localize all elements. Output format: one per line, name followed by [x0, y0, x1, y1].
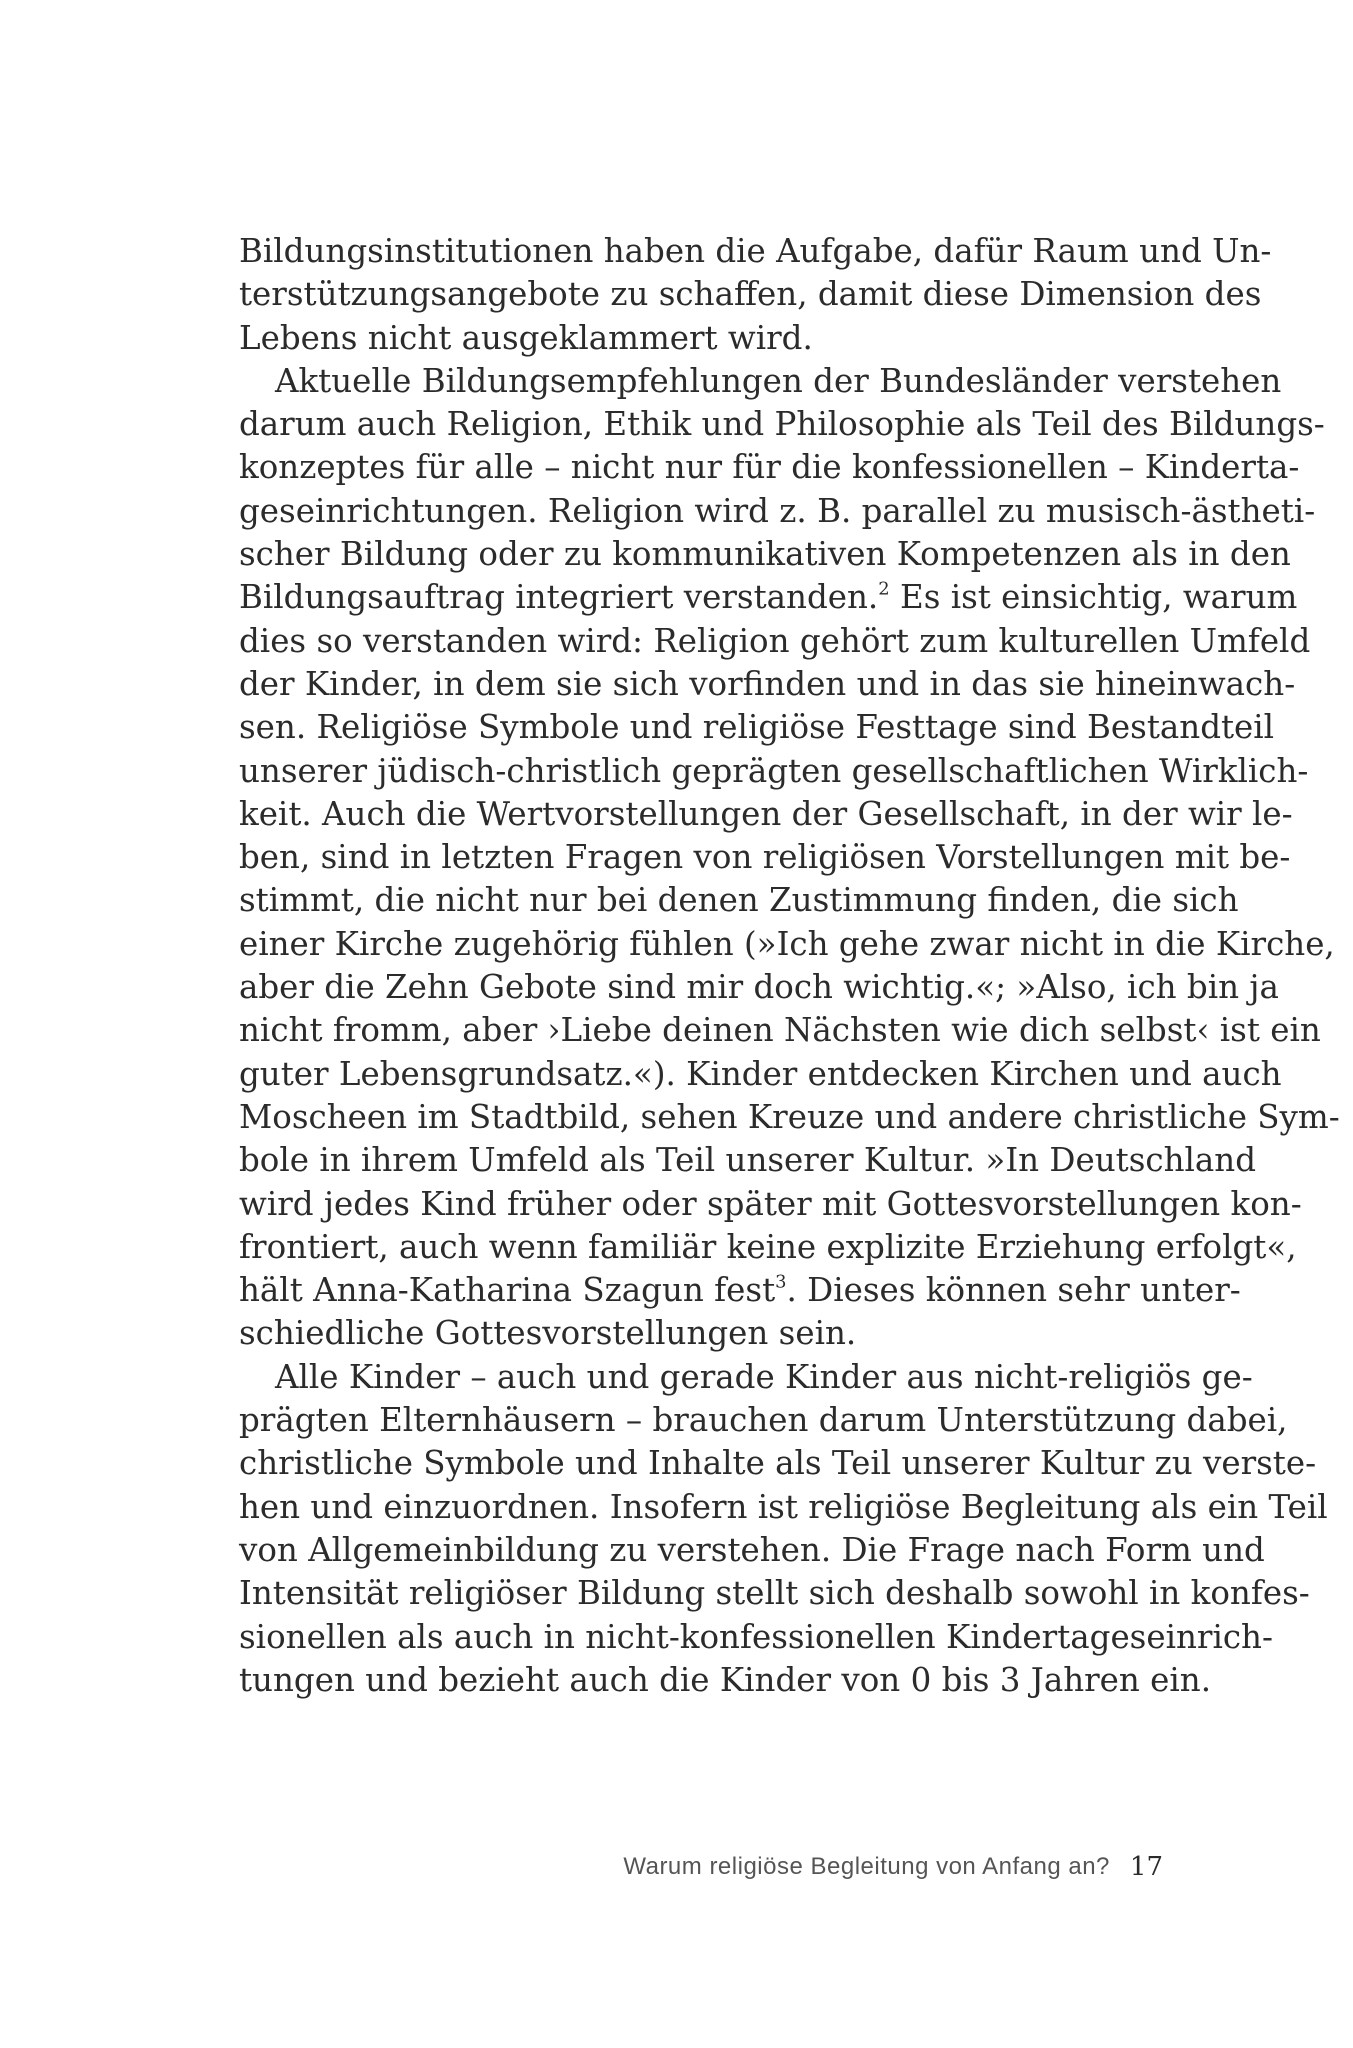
text-line — [239, 1269, 1241, 1312]
text-segment: . Dieses können sehr unter- — [786, 1271, 1241, 1310]
text-line: hen und einzuordnen. Insofern ist religiöse Begleitung als ein Teil — [239, 1487, 1328, 1526]
text-line: aber die Zehn Gebote sind mir doch wichtig.«; »Also, ich bin ja — [239, 968, 1279, 1007]
page-number: 17 — [1129, 1852, 1163, 1882]
text-line: nicht fromm, aber ›Liebe deinen Nächsten wie dich selbst‹ ist ein — [239, 1011, 1321, 1050]
text-line: christliche Symbole und Inhalte als Teil unserer Kultur zu verste- — [239, 1444, 1317, 1483]
footnote-marker: 2 — [878, 578, 890, 600]
text-line: schiedliche Gottesvorstellungen sein. — [239, 1314, 857, 1353]
text-line: bole in ihrem Umfeld als Teil unserer Kultur. »In Deutschland — [239, 1141, 1257, 1180]
text-line: Alle Kinder – auch und gerade Kinder aus nicht-religiös ge- — [275, 1357, 1253, 1396]
text-line — [239, 576, 1298, 619]
text-segment: Bildungsauftrag integriert verstanden. — [239, 578, 879, 617]
text-line: Bildungsinstitutionen haben die Aufgabe, dafür Raum und Un- — [239, 232, 1272, 270]
text-line: Lebens nicht ausgeklammert wird. — [239, 318, 813, 357]
page-footer — [623, 1852, 1163, 1882]
text-line: ben, sind in letzten Fragen von religiösen Vorstellungen mit be- — [239, 838, 1291, 877]
text-line: terstützungsangebote zu schaffen, damit diese Dimension des — [239, 275, 1262, 314]
body-text — [239, 230, 1340, 1702]
text-line: unserer jüdisch-christlich geprägten gesellschaftlichen Wirklich- — [239, 751, 1309, 790]
text-line: Aktuelle Bildungsempfehlungen der Bundesländer verstehen — [275, 361, 1282, 400]
text-line: wird jedes Kind früher oder später mit Gottesvorstellungen kon- — [239, 1184, 1302, 1223]
text-line: stimmt, die nicht nur bei denen Zustimmung finden, die sich — [239, 881, 1239, 920]
text-line: geseinrichtungen. Religion wird z. B. parallel zu musisch-ästheti- — [239, 491, 1316, 530]
text-line: Moscheen im Stadtbild, sehen Kreuze und andere christliche Sym- — [239, 1097, 1340, 1136]
text-line: sionellen als auch in nicht-konfessionellen Kindertageseinrich- — [239, 1617, 1273, 1656]
text-line: darum auch Religion, Ethik und Philosophie als Teil des Bildungs- — [239, 405, 1325, 444]
text-line: von Allgemeinbildung zu verstehen. Die Frage nach Form und — [239, 1530, 1265, 1569]
text-line: konzeptes für alle – nicht nur für die konfessionellen – Kinderta- — [239, 448, 1300, 487]
text-line: prägten Elternhäusern – brauchen darum Unterstützung dabei, — [239, 1401, 1288, 1440]
text-line: guter Lebensgrundsatz.«). Kinder entdecken Kirchen und auch — [239, 1054, 1282, 1093]
running-title: Warum religiöse Begleitung von Anfang an? — [623, 1853, 1110, 1880]
text-segment: Es ist einsichtig, warum — [889, 578, 1298, 617]
footnote-marker: 3 — [775, 1271, 787, 1293]
text-segment: hält Anna-Katharina Szagun fest — [239, 1271, 776, 1310]
text-line: dies so verstanden wird: Religion gehört zum kulturellen Umfeld — [239, 621, 1311, 660]
text-line: Intensität religiöser Bildung stellt sich deshalb sowohl in konfes- — [239, 1574, 1310, 1613]
text-line: tungen und bezieht auch die Kinder von 0 bis 3 Jahren ein. — [239, 1660, 1212, 1699]
text-line: frontiert, auch wenn familiär keine explizite Erziehung erfolgt«, — [239, 1227, 1297, 1266]
text-line: der Kinder, in dem sie sich vorfinden und in das sie hineinwach- — [239, 664, 1296, 703]
text-line: keit. Auch die Wertvorstellungen der Gesellschaft, in der wir le- — [239, 794, 1293, 833]
text-line: einer Kirche zugehörig fühlen (»Ich gehe zwar nicht in die Kirche, — [239, 924, 1335, 963]
text-line: sen. Religiöse Symbole und religiöse Festtage sind Bestandteil — [239, 708, 1275, 747]
text-line: scher Bildung oder zu kommunikativen Kompetenzen als in den — [239, 535, 1291, 574]
